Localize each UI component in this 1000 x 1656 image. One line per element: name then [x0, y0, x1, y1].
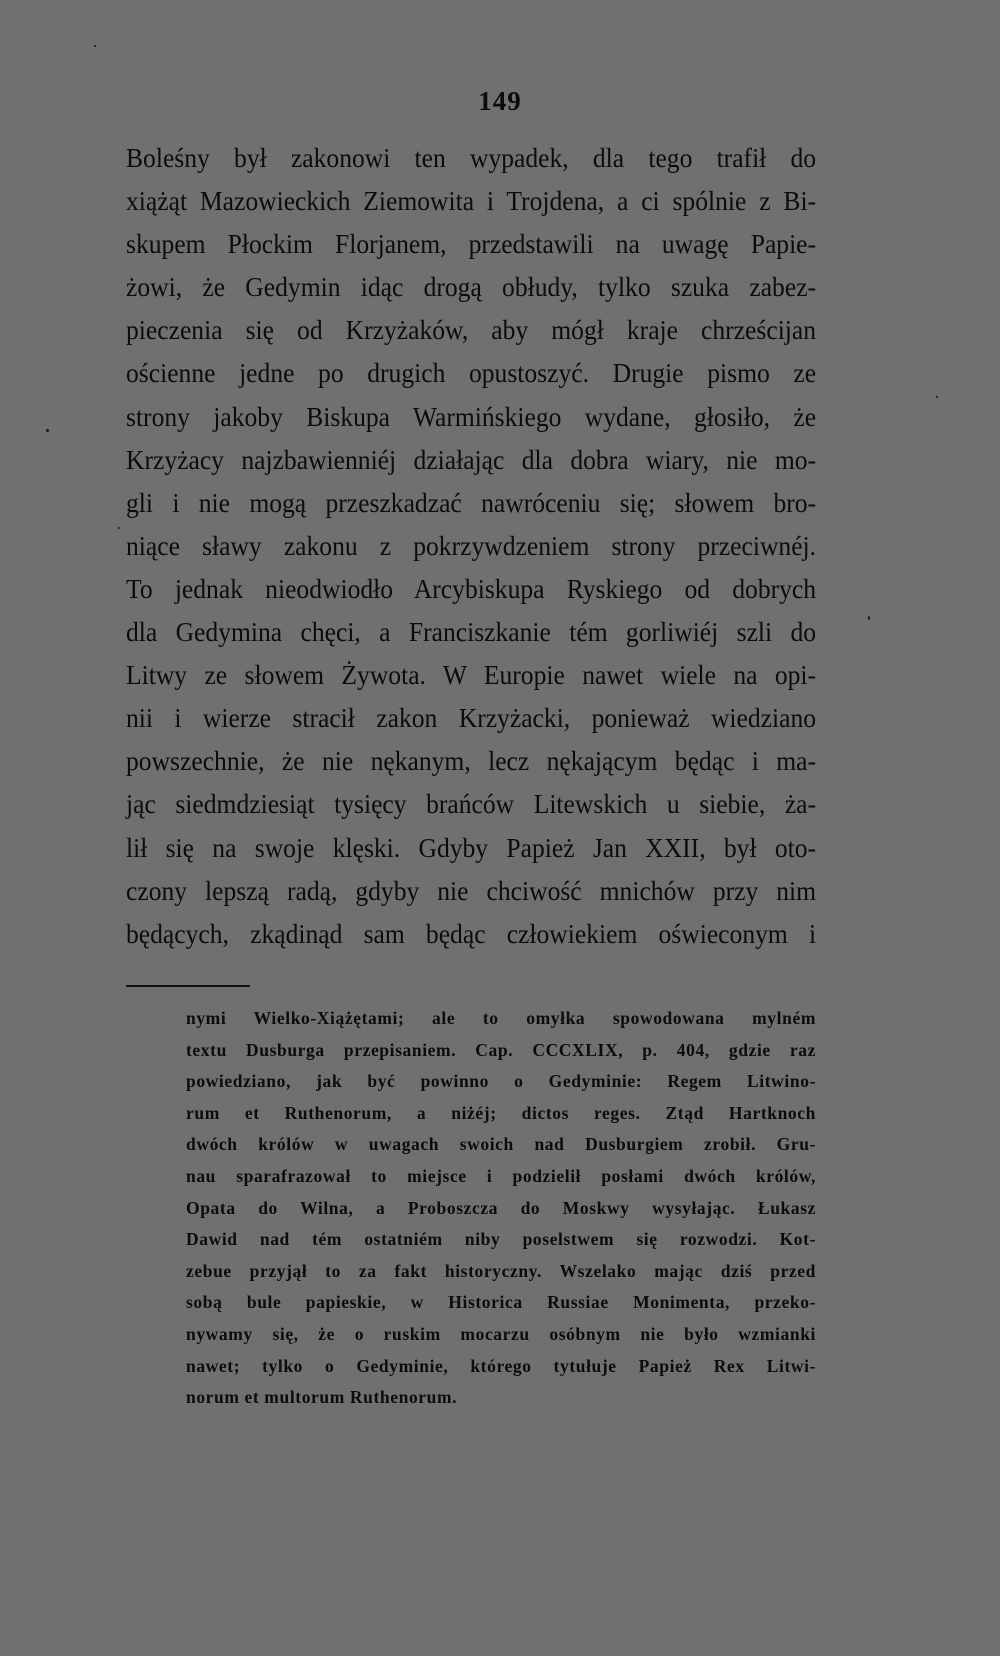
text-line: niące sławy zakonu z pokrzywdzeniem strony przeciwnéj. — [126, 529, 817, 561]
text-line: pieczenia się od Krzyżaków, aby mógł kraje chrześcijan — [126, 314, 817, 346]
text-line: Litwy ze słowem Żywota. W Europie nawet wiele na opi- — [126, 659, 817, 691]
footnote-line: dwóch królów w uwagach swoich nad Dusburgiem zrobił. Gru- — [186, 1134, 816, 1155]
text-line: lił się na swoje klęski. Gdyby Papież Jan XXII, był oto- — [126, 831, 817, 863]
page-number: 149 — [478, 86, 522, 116]
footnote-line: norum et multorum Ruthenorum. — [186, 1387, 458, 1408]
footnote-line: textu Dusburga przepisaniem. Cap. CCCXLIX, p. 404, gdzie raz — [186, 1039, 816, 1060]
footnote-line: nymi Wielko-Xiążętami; ale to omyłka spowodowana mylném — [186, 1008, 816, 1028]
footnote-line: nau sparafrazował to miejsce i podzielił posłami dwóch królów, — [186, 1165, 816, 1186]
ink-speck — [118, 527, 120, 529]
text-line: powszechnie, że nie nękanym, lecz nękającym będąc i ma- — [126, 745, 817, 777]
footnote-line: rum et Ruthenorum, a niżéj; dictos reges. Ztąd Hartknoch — [186, 1102, 816, 1123]
text-line: nii i wierze stracił zakon Krzyżacki, ponieważ wiedziano — [126, 702, 817, 734]
ink-speck — [46, 429, 49, 432]
text-line: Boleśny był zakonowi ten wypadek, dla tego trafił do — [126, 142, 817, 173]
footnote-line: Opata do Wilna, a Proboszcza do Moskwy wysyłając. Łukasz — [186, 1197, 816, 1218]
text-line: gli i nie mogą przeszkadzać nawróceniu się; słowem bro- — [126, 486, 817, 518]
text-line: strony jakoby Biskupa Warmińskiego wydane, głosiło, że — [126, 400, 817, 432]
text-line: jąc siedmdziesiąt tysięcy brańców Litewskich u siebie, ża- — [126, 788, 817, 820]
footnote-line: nywamy się, że o ruskim mocarzu osóbnym nie było wzmianki — [186, 1323, 816, 1344]
footnote-separator — [126, 985, 250, 987]
main-text-block — [126, 136, 816, 955]
text-line: xiążąt Mazowieckich Ziemowita i Trojdena, a ci spólnie z Bi- — [126, 185, 817, 217]
text-line: czony lepszą radą, gdyby nie chciwość mnichów przy nim — [126, 874, 817, 906]
footnote-line: nawet; tylko o Gedyminie, którego tytułuje Papież Rex Litwi- — [186, 1355, 816, 1376]
footnote-line: Dawid nad tém ostatniém niby poselstwem się rozwodzi. Kot- — [186, 1229, 816, 1250]
footnote-line: powiedziano, jak być powinno o Gedyminie: Regem Litwino- — [186, 1071, 816, 1092]
text-line: Krzyżacy najzbawienniéj działając dla dobra wiary, nie mo- — [126, 443, 817, 475]
footnote-block — [186, 1003, 816, 1414]
footnote-line: sobą bule papieskie, w Historica Russiae Monimenta, przeko- — [186, 1292, 816, 1313]
text-line: będących, zkądinąd sam będąc człowiekiem oświeconym i — [126, 917, 817, 949]
ink-speck — [94, 45, 96, 47]
text-line: żowi, że Gedymin idąc drogą obłudy, tylko szuka zabez- — [126, 271, 817, 303]
text-line: dla Gedymina chęci, a Franciszkanie tém gorliwiéj szli do — [126, 616, 817, 648]
footnote-line: zebue przyjął to za fakt historyczny. Wszelako mając dziś przed — [186, 1260, 816, 1281]
text-line: To jednak nieodwiodło Arcybiskupa Ryskiego od dobrych — [126, 572, 817, 604]
text-line: ościenne jedne po drugich opustoszyć. Drugie pismo ze — [126, 357, 817, 389]
text-line: skupem Płockim Florjanem, przedstawili na uwagę Papie- — [126, 228, 817, 260]
ink-speck — [868, 616, 870, 620]
ink-speck — [936, 396, 938, 398]
